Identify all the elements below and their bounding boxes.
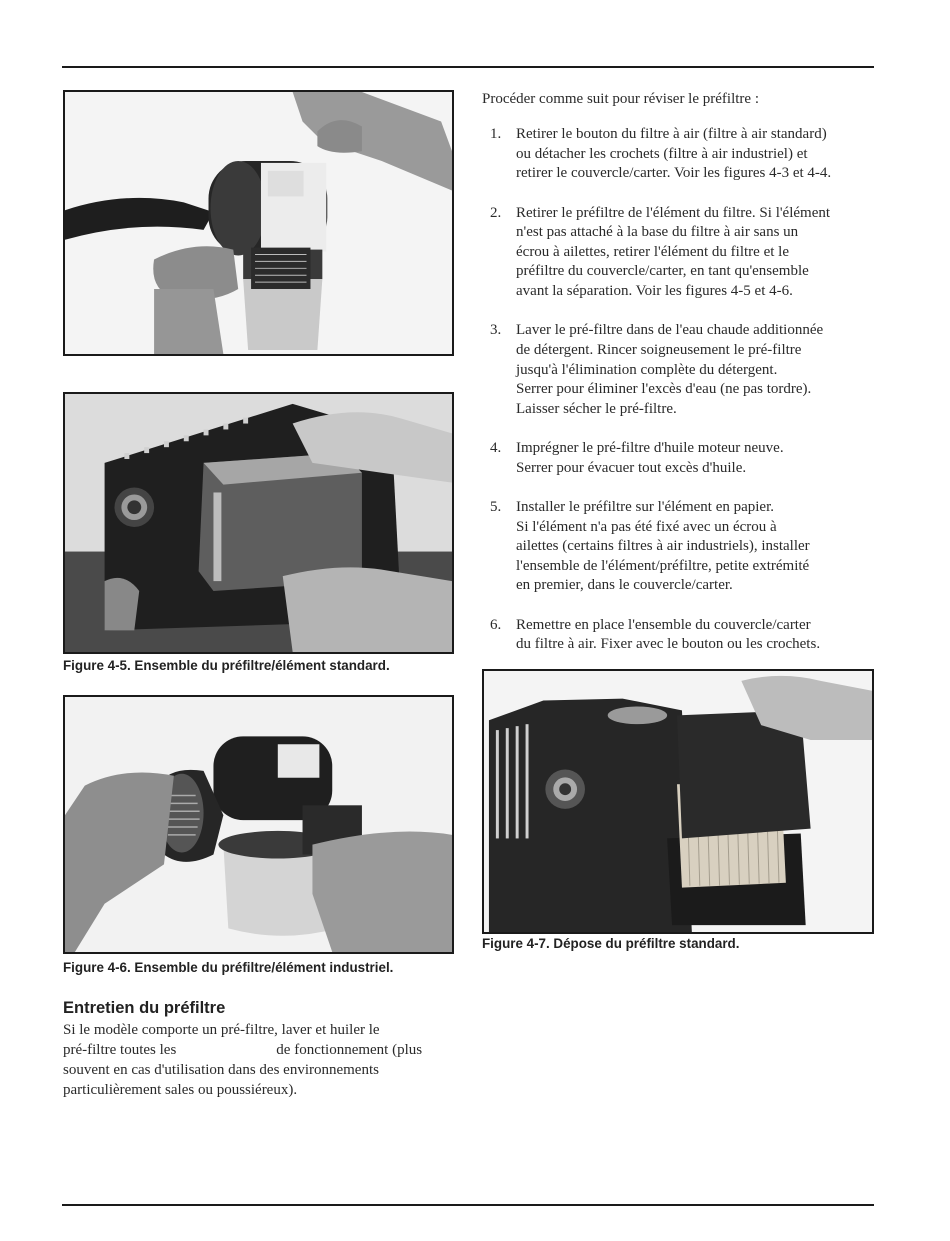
step-line: Installer le préfiltre sur l'élément en papier. — [516, 499, 775, 516]
top-rule — [62, 66, 874, 68]
photo-figure-4-7 — [482, 669, 874, 934]
step-item — [482, 204, 882, 302]
step-line: ailettes (certains filtres à air industriels), installer — [516, 538, 810, 555]
figure-4-6-caption: Figure 4-6. Ensemble du préfiltre/élément industriel. — [63, 960, 394, 975]
step-number: 4. — [490, 440, 502, 457]
intro-text: Procéder comme suit pour réviser le préfiltre : — [482, 91, 759, 107]
step-line: préfiltre du couvercle/carter, en tant qu'ensemble — [516, 263, 809, 280]
paragraph-fragment: pré-filtre toutes les — [63, 1042, 177, 1058]
step-item — [482, 125, 882, 184]
step-line: Retirer le bouton du filtre à air (filtre à air standard) — [516, 126, 827, 142]
step-number: 5. — [490, 499, 502, 516]
step-number: 1. — [490, 126, 502, 142]
paragraph-line: particulièrement sales ou poussiéreux). — [63, 1082, 298, 1098]
paragraph-fragment: de fonctionnement (plus — [276, 1042, 423, 1058]
step-line: jusqu'à l'élimination complète du détergent. — [516, 361, 778, 378]
bottom-rule — [62, 1204, 874, 1206]
figure-4-5-caption: Figure 4-5. Ensemble du préfiltre/élément standard. — [63, 658, 390, 673]
step-item — [482, 439, 882, 478]
step-line: Serrer pour éliminer l'excès d'eau (ne pas tordre). — [516, 381, 812, 398]
step-line: écrou à ailettes, retirer l'élément du filtre et le — [516, 243, 789, 260]
section-heading: Entretien du préfiltre — [63, 999, 226, 1017]
step-item — [482, 498, 882, 596]
step-line: Laver le pré-filtre dans de l'eau chaude additionnée — [516, 322, 824, 339]
procedure-steps — [482, 125, 882, 675]
step-line: avant la séparation. Voir les figures 4-5 et 4-6. — [516, 282, 793, 299]
step-line: Retirer le préfiltre de l'élément du filtre. Si l'élément — [516, 204, 831, 221]
paragraph-line: Si le modèle comporte un pré-filtre, laver et huiler le — [63, 1022, 380, 1038]
step-number: 3. — [490, 322, 502, 339]
section-paragraph — [63, 1020, 455, 1100]
photo-figure-4-5 — [63, 392, 454, 654]
step-line: Laisser sécher le pré-filtre. — [516, 400, 677, 417]
paragraph-line — [63, 1040, 455, 1060]
paragraph-line: souvent en cas d'utilisation dans des environnements — [63, 1062, 379, 1078]
step-line: l'ensemble de l'élément/préfiltre, petite extrémité — [516, 557, 810, 574]
step-line: Remettre en place l'ensemble du couvercle/carter — [516, 616, 811, 633]
photo-prefilter-removal — [63, 90, 454, 356]
step-line: du filtre à air. Fixer avec le bouton ou les crochets. — [516, 636, 821, 653]
step-line: n'est pas attaché à la base du filtre à air sans un — [516, 224, 799, 241]
step-line: ou détacher les crochets (filtre à air industriel) et — [516, 145, 808, 162]
step-line: de détergent. Rincer soigneusement le pré-filtre — [516, 341, 802, 358]
step-line: en premier, dans le couvercle/carter. — [516, 577, 733, 594]
step-item — [482, 616, 882, 655]
step-number: 6. — [490, 616, 502, 633]
step-line: Imprégner le pré-filtre d'huile moteur neuve. — [516, 440, 784, 457]
step-item — [482, 321, 882, 419]
step-line: Serrer pour évacuer tout excès d'huile. — [516, 459, 747, 476]
figure-4-7-caption: Figure 4-7. Dépose du préfiltre standard. — [482, 936, 740, 951]
step-line: Si l'élément n'a pas été fixé avec un écrou à — [516, 518, 777, 535]
step-number: 2. — [490, 204, 502, 221]
photo-figure-4-6 — [63, 695, 454, 954]
step-line: retirer le couvercle/carter. Voir les figures 4-3 et 4-4. — [516, 165, 832, 182]
